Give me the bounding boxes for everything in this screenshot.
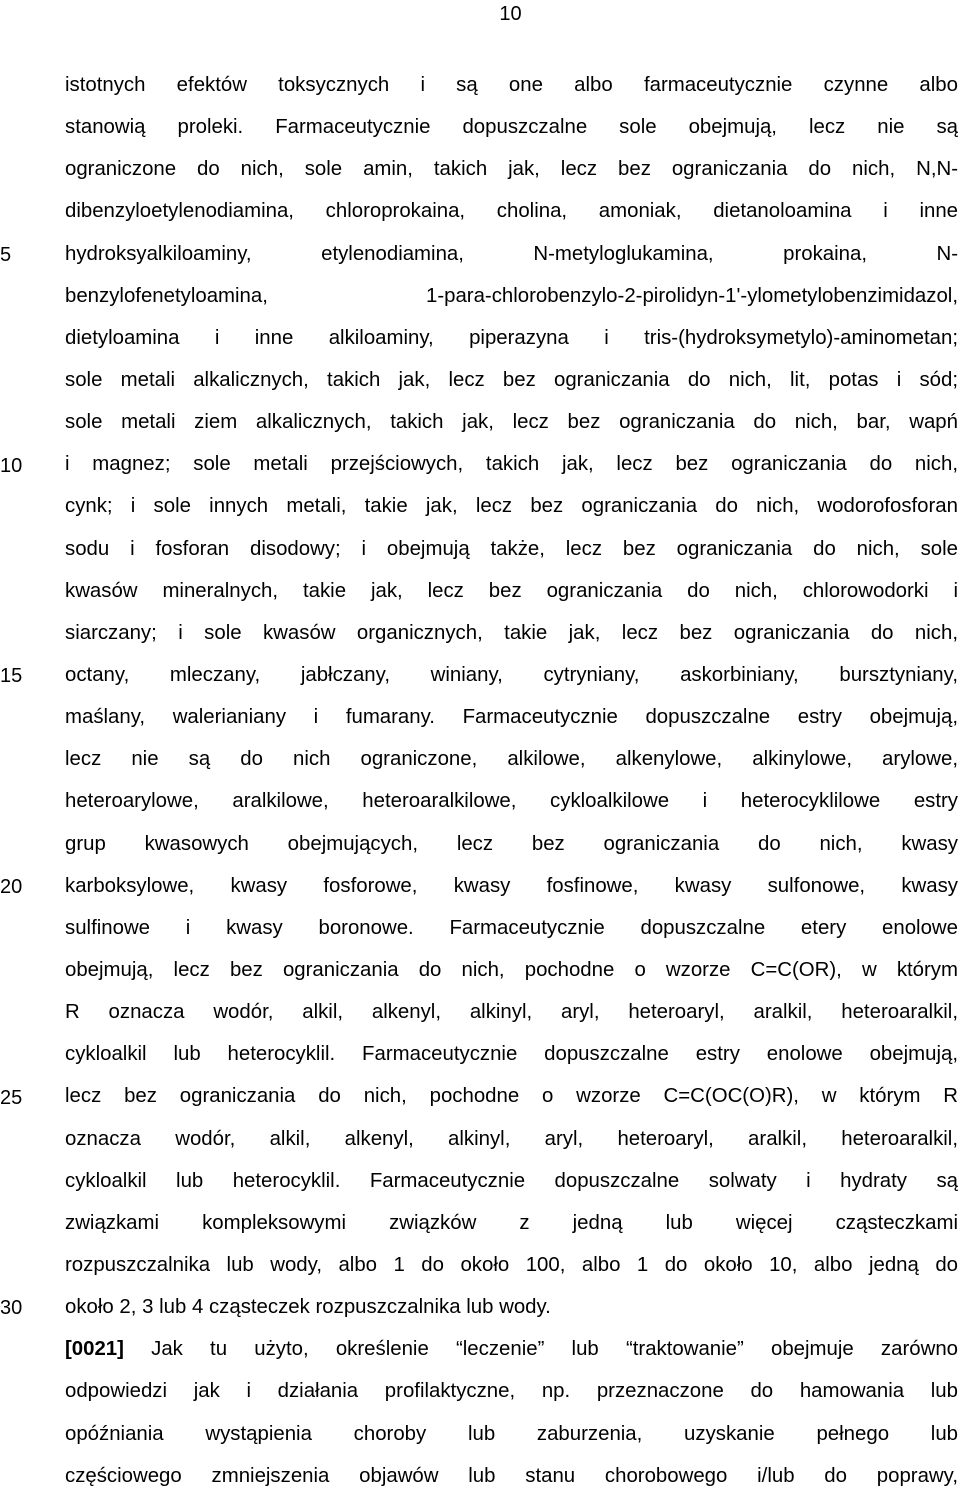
text-line: siarczany; i sole kwasów organicznych, takie jak, lecz bez ograniczania do nich, bbox=[65, 621, 958, 644]
text-line: około 2, 3 lub 4 cząsteczek rozpuszczalnika lub wody. bbox=[65, 1296, 551, 1319]
text-line: cykloalkil lub heterocyklil. Farmaceutycznie dopuszczalne solwaty i hydraty są bbox=[65, 1169, 958, 1192]
line-number: 30 bbox=[0, 1297, 23, 1319]
text-line: cykloalkil lub heterocyklil. Farmaceutycznie dopuszczalne estry enolowe obejmują, bbox=[65, 1043, 958, 1066]
text-line: lecz bez ograniczania do nich, pochodne o wzorze C=C(OC(O)R), w którym R bbox=[65, 1085, 958, 1108]
text-line: oznacza wodór, alkil, alkenyl, alkinyl, aryl, heteroaryl, aralkil, heteroaralkil, bbox=[65, 1127, 958, 1150]
body-text bbox=[65, 64, 958, 1497]
text-line: R oznacza wodór, alkil, alkenyl, alkinyl, aryl, heteroaryl, aralkil, heteroaralkil, bbox=[65, 1001, 958, 1024]
line-number: 15 bbox=[0, 665, 23, 687]
text-line: sole metali ziem alkalicznych, takich jak, lecz bez ograniczania do nich, bar, wapń bbox=[65, 411, 958, 434]
text-line: octany, mleczany, jabłczany, winiany, cytryniany, askorbiniany, bursztyniany, bbox=[65, 663, 958, 686]
text-line: maślany, walerianiany i fumarany. Farmaceutycznie dopuszczalne estry obejmują, bbox=[65, 706, 958, 729]
text-line: lecz nie są do nich ograniczone, alkilowe, alkenylowe, alkinylowe, arylowe, bbox=[65, 748, 958, 771]
text-line: hydroksyalkiloaminy, etylenodiamina, N-metyloglukamina, prokaina, N- bbox=[65, 242, 958, 265]
text-line: sulfinowe i kwasy boronowe. Farmaceutycznie dopuszczalne etery enolowe bbox=[65, 916, 958, 939]
text-line: związkami kompleksowymi związków z jedną lub więcej cząsteczkami bbox=[65, 1211, 958, 1234]
text-line: częściowego zmniejszenia objawów lub stanu chorobowego i/lub do poprawy, bbox=[65, 1464, 958, 1487]
text-span: Jak tu użyto, określenie “leczenie” lub “traktowanie” obejmuje zarówno bbox=[123, 1338, 958, 1361]
text-line: heteroarylowe, aralkilowe, heteroaralkilowe, cykloalkilowe i heterocyklilowe estry bbox=[65, 790, 958, 813]
paragraph-2 bbox=[65, 1328, 958, 1497]
line-number: 5 bbox=[0, 244, 12, 266]
text-line: karboksylowe, kwasy fosforowe, kwasy fosfinowe, kwasy sulfonowe, kwasy bbox=[65, 874, 958, 897]
text-line: opóźniania wystąpienia choroby lub zaburzenia, uzyskanie pełnego lub bbox=[65, 1422, 958, 1445]
text-line: dibenzyloetylenodiamina, chloroprokaina, cholina, amoniak, dietanoloamina i inne bbox=[65, 200, 958, 223]
text-line: cynk; i sole innych metali, takie jak, lecz bez ograniczania do nich, wodorofosforan bbox=[65, 495, 958, 518]
line-number: 10 bbox=[0, 455, 23, 477]
text-line: rozpuszczalnika lub wody, albo 1 do około 100, albo 1 do około 10, albo jedną do bbox=[65, 1253, 958, 1276]
text-line: dietyloamina i inne alkiloaminy, piperazyna i tris-(hydroksymetylo)-aminometan; bbox=[65, 326, 958, 349]
page-number: 10 bbox=[499, 3, 522, 25]
text-line: odpowiedzi jak i działania profilaktyczne, np. przeznaczone do hamowania lub bbox=[65, 1380, 958, 1403]
paragraph-tag: [0021] bbox=[65, 1338, 124, 1361]
text-line: istotnych efektów toksycznych i są one albo farmaceutycznie czynne albo bbox=[65, 74, 958, 96]
text-line: obejmują, lecz bez ograniczania do nich, pochodne o wzorze C=C(OR), w którym bbox=[65, 958, 958, 981]
text-line: sole metali alkalicznych, takich jak, lecz bez ograniczania do nich, lit, potas i sód; bbox=[65, 368, 958, 391]
text-line: i magnez; sole metali przejściowych, takich jak, lecz bez ograniczania do nich, bbox=[65, 453, 958, 476]
text-line: stanowią proleki. Farmaceutycznie dopuszczalne sole obejmują, lecz nie są bbox=[65, 116, 958, 139]
paragraph-1 bbox=[65, 64, 958, 1328]
text-line bbox=[65, 1328, 958, 1370]
line-number: 25 bbox=[0, 1087, 23, 1109]
text-line: grup kwasowych obejmujących, lecz bez ograniczania do nich, kwasy bbox=[65, 832, 958, 855]
text-line: kwasów mineralnych, takie jak, lecz bez ograniczania do nich, chlorowodorki i bbox=[65, 579, 958, 602]
text-line: sodu i fosforan disodowy; i obejmują także, lecz bez ograniczania do nich, sole bbox=[65, 537, 958, 560]
text-line: benzylofenetyloamina, 1-para-chlorobenzylo-2-pirolidyn-1'-ylometylobenzimidazol, bbox=[65, 284, 958, 307]
text-line: ograniczone do nich, sole amin, takich jak, lecz bez ograniczania do nich, N,N- bbox=[65, 158, 958, 181]
line-number: 20 bbox=[0, 876, 23, 898]
